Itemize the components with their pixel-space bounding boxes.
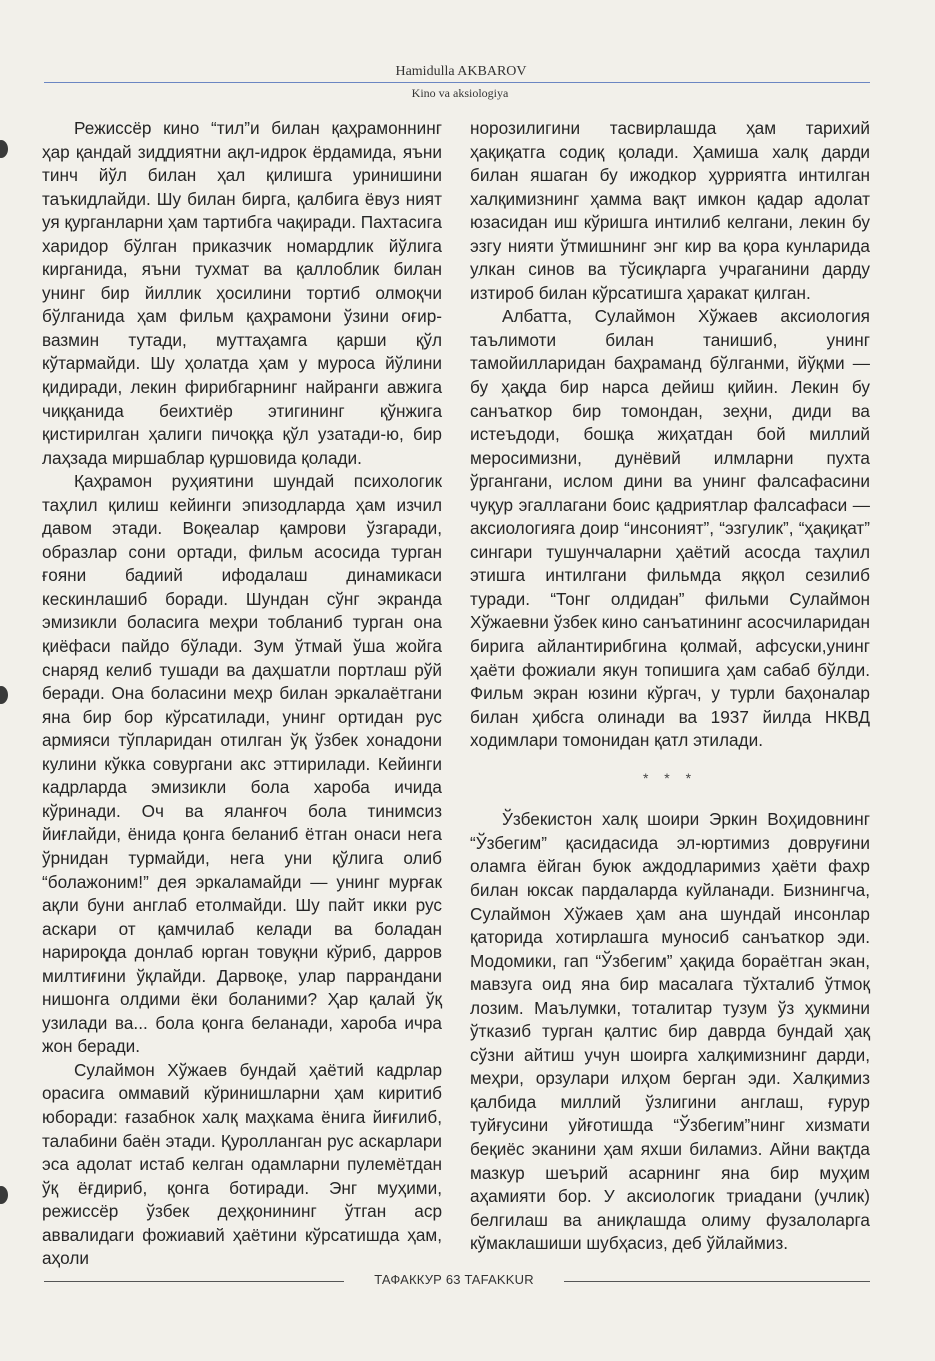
paragraph: Сулаймон Хўжаев бундай ҳаётий кадрлар орасига оммавий кўринишларни ҳам киритиб юборади: ғазабнок халқ маҳкама ёнига йиғилиб, талабини баён этади. Қуролланган рус аскарлари эса адолат истаб келган одамларни пулемётдан ўқ ёғдириб, қонга ботиради. Энг муҳими, режиссёр ўзбек деҳқонининг ўтган аср аввалидаги фожиавий ҳаётини кўрсатишда ҳам, аҳоли xyxy=(42,1059,442,1269)
left-column xyxy=(42,117,442,1271)
footer-rule-right xyxy=(564,1281,870,1282)
running-header-author: Hamidulla AKBAROV xyxy=(395,64,527,79)
paragraph: Қаҳрамон руҳиятини шундай психологик таҳлил қилиш кейинги эпизодларда ҳам изчил давом этади. Воқеалар қамрови ўзгаради, образлар сони ортади, фильм асосида турган ғояни бадиий ифодалаш динамикаси кескинлашиб боради. Шундан сўнг экранда эмизикли боласига меҳри тобланиб турган она қиёфаси пайдо бўлади. Зум ўтмай ўша жойга снаряд келиб тушади ва даҳшатли портлаш рўй беради. Она боласини меҳр билан эркалаётгани яна бир бор кўрсатилади, унинг ортидан рус армияси тўпларидан отилган ўқ ўзбек хонадони кулини кўкка совургани акс эттирилади. Кейинги кадрларда эмизикли бола хароба ичида кўринади. Оч ва яланғоч бола тинимсиз йиғлайди, ёнида қонга беланиб ётган онаси нега ўрнидан турмайди, нега уни қўлига олиб “болажоним!” дея эркаламайди — унинг мурғак ақли буни англаб етолмайди. Шу пайт икки рус аскари от қамчилаб келади ва боладан нарироқда донлаб юрган товуқни кўриб, дарров милтиғини ўқлайди. Дарвоқе, улар паррандани нишонга олдими ёки боланими? Ҳар қалай ўқ узилади ва... бола қонга беланади, хароба ичра жон беради. xyxy=(42,471,442,1057)
binder-hole-icon xyxy=(0,686,8,704)
section-separator: * * * xyxy=(642,769,698,786)
paragraph: Ўзбекистон халқ шоири Эркин Воҳидовнинг “Ўзбегим” қасидасида эл-юртимиз довруғини оламга ёйган буюк аждодларимиз ҳаёти фахр билан юксак пардаларда куйланади. Бизнингча, Сулаймон Хўжаев ҳам ана шундай инсонлар қаторида хотирлашга муносиб санъаткор эди. Модомики, гап “Ўзбегим” ҳақида бораётган экан, мавзуга оид яна бир масалага тўхталиб ўтмоқ лозим. Маълумки, тоталитар тузум ўз ҳукмини ўтказиб турган қалтис бир даврда бундай ҳақ сўзни айтиш учун шоирга халқимизнинг дарди, меҳри, орзулари илҳом берган эди. Халқимиз қалбида миллий ўзлигини англаш, ғурур туйғусини уйғотишда “Ўзбегим”нинг хизмати беқиёс эканини ҳам яхши биламиз. Айни вақтда мазкур шеърий асарнинг яна бир муҳим аҳамияти бор. У аксиологик триадани (учлик) белгилаш ва аниқлашда олиму фузалоларга кўмаклашиши шубҳасиз, деб ўйлаймиз. xyxy=(470,809,870,1254)
footer-page-number: ТАФАККУР 63 TAFAKKUR xyxy=(374,1272,534,1287)
running-header-subtitle: Kino va aksiologiya xyxy=(411,86,509,100)
binder-hole-icon xyxy=(0,1186,8,1204)
binder-hole-icon xyxy=(0,140,8,158)
paragraph-continuation: норозилигини тасвирлашда ҳам тарихий ҳақиқатга содиқ қолади. Ҳамиша халқ дарди билан яшаган бу ижодкор ҳурриятга интилган халқимизнинг ҳамма вақт имкон қадар адолат юзасидан иш кўришга интилиб келгани, лекин бу эзгу нияти ўтмишнинг энг кир ва қора кунларида улкан синов ва тўсиқларга учраганини дарду изтироб билан кўрсатишга ҳаракат қилган. xyxy=(470,118,870,303)
header-rule xyxy=(44,82,870,83)
right-column xyxy=(470,117,870,1256)
footer-rule-left xyxy=(44,1281,344,1282)
paragraph: Режиссёр кино “тил”и билан қаҳрамоннинг ҳар қандай зиддиятни ақл-идрок ёрдамида, яъни тинч йўл билан ҳал қилишга уринишини таъкидлайди. Шу билан бирга, қалбига ёвуз ният уя қурганларни ҳам тартибга чақиради. Пахтасига харидор бўлган приказчик номардлик йўлига кирганида, яъни тухмат ва қаллоблик билан унинг бир йиллик ҳосилини тортиб олмоқчи бўлганида ҳам фильм қаҳрамони ўзини оғир-вазмин тутади, муттаҳамга қарши қўл кўтармайди. Шу ҳолатда ҳам у муроса йўлини қидиради, лекин фирибгарнинг найранги авжига чиққанида беихтиёр этигининг қўнжига қистирилган ҳалиги пичоққа қўл узатади-ю, бир лаҳзада миршаблар қуршовида қолади. xyxy=(42,118,442,468)
page-footer xyxy=(44,1272,870,1292)
paragraph: Албатта, Сулаймон Хўжаев аксиология таълимоти билан танишиб, унинг тамойилларидан баҳраманд бўлганми, йўқми — бу ҳақда бир нарса дейиш қийин. Лекин бу санъаткор бир томондан, зеҳни, диди ва истеъдоди, бошқа жиҳатдан бой миллий меросимизни, дунёвий илмларни пухта ўргангани, ислом дини ва унинг фалсафасини чуқур эгаллагани боис қадриятлар фалсафаси — аксиологияга доир “инсоният”, “эзгулик”, “ҳақиқат” сингари тушунчаларни ҳаётий асосда таҳлил этишга интилгани фильмда яққол сезилиб туради. “Тонг олдидан” фильми Сулаймон Хўжаевни ўзбек кино санъатининг асосчиларидан бирига айлантирибгина қолмай, афсуски,унинг ҳаёти фожиали якун топишига ҳам сабаб бўлди. Фильм экран юзини кўргач, у турли баҳоналар билан ҳибсга олинади ва 1937 йилда НКВД ходимлари томонидан қатл этилади. xyxy=(470,306,870,751)
